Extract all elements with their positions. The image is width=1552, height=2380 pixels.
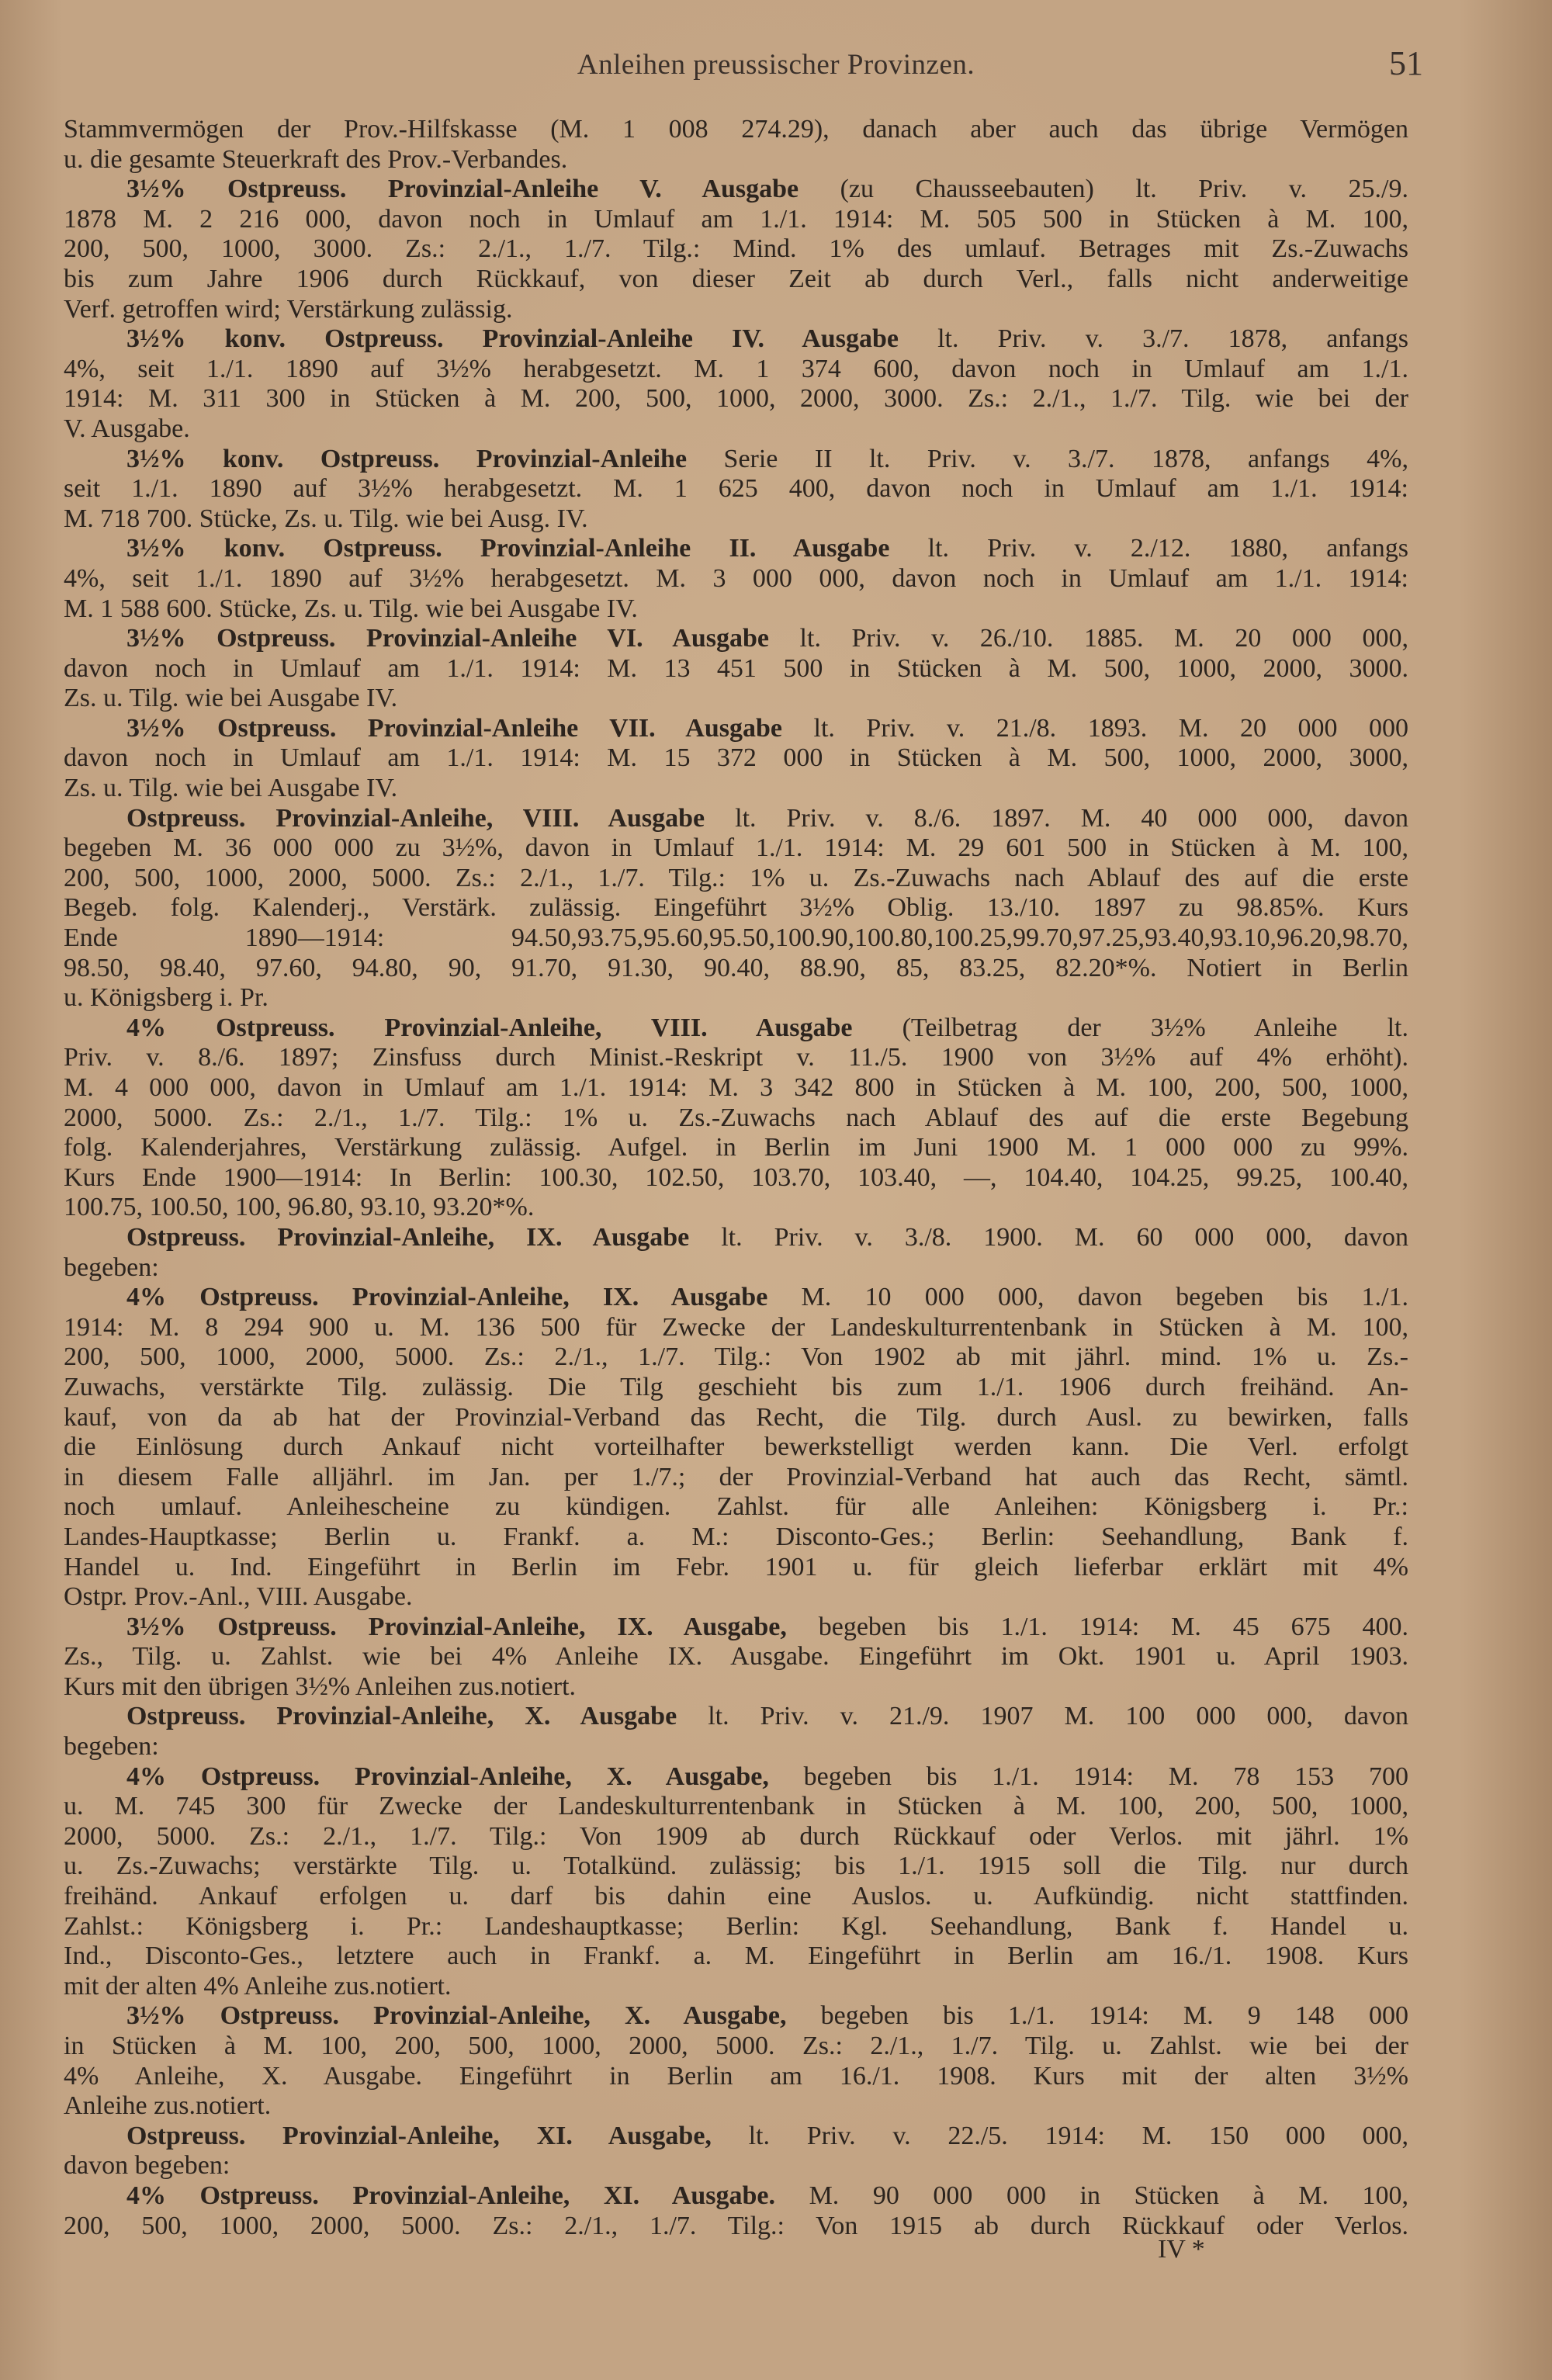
text-line	[64, 234, 1408, 265]
line-text: 100.75, 100.50, 100, 96.80, 93.10, 93.20*%.	[64, 1193, 535, 1222]
text-line	[64, 355, 1408, 385]
body-text	[64, 115, 1408, 2241]
text-line	[64, 1852, 1408, 1882]
text-line	[64, 774, 1408, 804]
text-line	[64, 205, 1408, 235]
loan-title: 3½% konv. Ostpreuss. Provinzial-Anleihe II. Ausgabe	[126, 534, 890, 563]
loan-title: 3½% konv. Ostpreuss. Provinzial-Anleihe	[126, 444, 688, 473]
line-text: Zs., Tilg. u. Zahlst. wie bei 4% Anleihe IX. Ausgabe. Eingeführt im Okt. 1901 u. April 1903.	[64, 1642, 1408, 1672]
line-text: 4% Anleihe, X. Ausgabe. Eingeführt in Berlin am 16./1. 1908. Kurs mit der alten 3½%	[64, 2061, 1408, 2091]
text-line	[64, 654, 1408, 684]
line-text: Handel u. Ind. Eingeführt in Berlin im Febr. 1901 u. für gleich lieferbar erklärt mit 4%	[64, 1552, 1408, 1581]
text-line	[64, 1193, 1408, 1223]
line-text: Zs. u. Tilg. wie bei Ausgabe IV.	[64, 684, 398, 713]
text-line	[64, 2181, 1408, 2212]
paragraph	[64, 1013, 1408, 1223]
line-text: davon noch in Umlauf am 1./1. 1914: M. 15 372 000 in Stücken à M. 500, 1000, 2000, 3000,	[64, 743, 1408, 773]
paragraph	[64, 445, 1408, 535]
text-line	[64, 175, 1408, 205]
line-text: lt. Priv. v. 8./6. 1897. M. 40 000 000, davon	[705, 803, 1408, 833]
paragraph	[64, 175, 1408, 324]
text-line	[64, 145, 1408, 175]
line-text: Landes-Hauptkasse; Berlin u. Frankf. a. M.: Disconto-Ges.; Berlin: Seehandlung, Bank f.	[64, 1522, 1408, 1551]
line-text: Kurs mit den übrigen 3½% Anleihen zus.notiert.	[64, 1672, 577, 1701]
line-text: mit der alten 4% Anleihe zus.notiert.	[64, 1971, 452, 2001]
line-text: Ind., Disconto-Ges., letztere auch in Frankf. a. M. Eingeführt in Berlin am 16./1. 1908. Kurs	[64, 1942, 1408, 1971]
line-text: Stammvermögen der Prov.-Hilfskasse (M. 1 008 274.29), danach aber auch das übrige Vermögen	[64, 115, 1408, 144]
text-line	[64, 1283, 1408, 1313]
text-line	[64, 1073, 1408, 1103]
paragraph	[64, 1702, 1408, 1762]
text-line	[64, 1163, 1408, 1193]
text-line	[64, 624, 1408, 654]
line-text: begeben bis 1./1. 1914: M. 45 675 400.	[786, 1612, 1408, 1641]
text-line	[64, 1492, 1408, 1523]
line-text: M. 90 000 000 in Stücken à M. 100,	[775, 2181, 1408, 2210]
line-text: davon noch in Umlauf am 1./1. 1914: M. 13 451 500 in Stücken à M. 500, 1000, 2000, 3000.	[64, 653, 1408, 683]
paragraph	[64, 624, 1408, 714]
line-text: Serie II lt. Priv. v. 3./7. 1878, anfangs 4%,	[687, 444, 1408, 473]
text-line	[64, 1672, 1408, 1703]
text-line	[64, 594, 1408, 625]
text-line	[64, 1882, 1408, 1912]
text-line	[64, 1972, 1408, 2002]
text-line	[64, 1433, 1408, 1463]
line-text: V. Ausgabe.	[64, 414, 190, 443]
line-text: lt. Priv. v. 3./8. 1900. M. 60 000 000, davon	[689, 1222, 1408, 1252]
line-text: u. M. 745 300 für Zwecke der Landeskulturrentenbank in Stücken à M. 100, 200, 500, 1000,	[64, 1792, 1408, 1821]
loan-title: Ostpreuss. Provinzial-Anleihe, X. Ausgabe	[126, 1702, 677, 1731]
text-line	[64, 445, 1408, 475]
text-line	[64, 295, 1408, 325]
line-text: 98.50, 98.40, 97.60, 94.80, 90, 91.70, 91.30, 90.40, 88.90, 85, 83.25, 82.20*%. Notiert in Berlin	[64, 953, 1408, 982]
line-text: u. Zs.-Zuwachs; verstärkte Tilg. u. Totalkünd. zulässig; bis 1./1. 1915 soll die Tilg. nur durch	[64, 1852, 1408, 1881]
line-text: kauf, von da ab hat der Provinzial-Verband das Recht, die Tilg. durch Ausl. zu bewirken, falls	[64, 1402, 1408, 1432]
line-text: 1914: M. 311 300 in Stücken à M. 200, 500, 1000, 2000, 3000. Zs.: 2./1., 1./7. Tilg. wie bei der	[64, 384, 1408, 414]
loan-title: 3½% Ostpreuss. Provinzial-Anleihe, X. Ausgabe,	[126, 2001, 787, 2031]
text-line	[64, 2062, 1408, 2092]
line-text: davon begeben:	[64, 2151, 230, 2181]
text-line	[64, 1043, 1408, 1073]
line-text: Ostpr. Prov.-Anl., VIII. Ausgabe.	[64, 1582, 413, 1612]
line-text: folg. Kalenderjahres, Verstärkung zulässig. Aufgel. in Berlin im Juni 1900 M. 1 000 000 zu 99%.	[64, 1133, 1408, 1162]
text-line	[64, 1133, 1408, 1163]
text-line	[64, 1342, 1408, 1373]
text-line	[64, 1553, 1408, 1583]
text-line	[64, 1582, 1408, 1613]
line-text: lt. Priv. v. 3./7. 1878, anfangs	[898, 324, 1408, 354]
loan-title: 3½% konv. Ostpreuss. Provinzial-Anleihe IV. Ausgabe	[126, 324, 899, 354]
loan-title: 3½% Ostpreuss. Provinzial-Anleihe V. Ausgabe	[126, 175, 799, 204]
line-text: (zu Chausseebauten) lt. Priv. v. 25./9.	[799, 175, 1408, 204]
line-text: begeben:	[64, 1252, 159, 1282]
line-text: Zuwachs, verstärkte Tilg. zulässig. Die Tilg geschieht bis zum 1./1. 1906 durch freihänd. An-	[64, 1372, 1408, 1401]
text-line	[64, 474, 1408, 504]
text-line	[64, 983, 1408, 1013]
loan-title: Ostpreuss. Provinzial-Anleihe, VIII. Ausgabe	[126, 803, 705, 833]
paragraph	[64, 115, 1408, 175]
text-line	[64, 2151, 1408, 2181]
line-text: 200, 500, 1000, 2000, 5000. Zs.: 2./1., 1./7. Tilg.: 1% u. Zs.-Zuwachs nach Ablauf des auf die erste	[64, 863, 1408, 892]
loan-title: 3½% Ostpreuss. Provinzial-Anleihe, IX. Ausgabe,	[126, 1612, 787, 1641]
text-line	[64, 954, 1408, 984]
text-line	[64, 534, 1408, 564]
line-text: lt. Priv. v. 2./12. 1880, anfangs	[889, 534, 1408, 563]
line-text: Begeb. folg. Kalenderj., Verstärk. zulässig. Eingeführt 3½% Oblig. 13./10. 1897 zu 98.85%. Kurs	[64, 893, 1408, 923]
text-line	[64, 265, 1408, 295]
line-text: 200, 500, 1000, 2000, 5000. Zs.: 2./1., 1./7. Tilg.: Von 1902 ab mit jährl. mind. 1% u. Zs.-	[64, 1342, 1408, 1372]
line-text: freihänd. Ankauf erfolgen u. darf bis dahin eine Auslos. u. Aufkündig. nicht stattfinden.	[64, 1882, 1408, 1911]
paragraph	[64, 2001, 1408, 2121]
text-line	[64, 1912, 1408, 1942]
text-line	[64, 1822, 1408, 1852]
line-text: 200, 500, 1000, 2000, 5000. Zs.: 2./1., 1./7. Tilg.: Von 1915 ab durch Rückkauf oder Verlos.	[64, 2211, 1408, 2240]
paragraph	[64, 714, 1408, 804]
text-line	[64, 833, 1408, 864]
line-text: bis zum Jahre 1906 durch Rückkauf, von dieser Zeit ab durch Verl., falls nicht anderweitige	[64, 264, 1408, 293]
line-text: Verf. getroffen wird; Verstärkung zulässig.	[64, 294, 513, 324]
loan-title: 4% Ostpreuss. Provinzial-Anleihe, VIII. Ausgabe	[126, 1013, 853, 1042]
line-text: begeben bis 1./1. 1914: M. 78 153 700	[768, 1762, 1408, 1791]
line-text: Zahlst.: Königsberg i. Pr.: Landeshauptkasse; Berlin: Kgl. Seehandlung, Bank f. Handel u.	[64, 1911, 1408, 1941]
loan-title: 4% Ostpreuss. Provinzial-Anleihe, X. Ausgabe,	[126, 1762, 769, 1791]
line-text: lt. Priv. v. 21./8. 1893. M. 20 000 000	[782, 713, 1408, 743]
paragraph	[64, 534, 1408, 624]
text-line	[64, 1013, 1408, 1044]
text-line	[64, 2212, 1408, 2242]
signature-mark: IV *	[1158, 2235, 1205, 2264]
text-line	[64, 684, 1408, 714]
line-text: 200, 500, 1000, 3000. Zs.: 2./1., 1./7. Tilg.: Mind. 1% des umlauf. Betrages mit Zs.-Zuwachs	[64, 234, 1408, 264]
text-line	[64, 1702, 1408, 1732]
line-text: (Teilbetrag der 3½% Anleihe lt.	[852, 1013, 1408, 1042]
line-text: 1878 M. 2 216 000, davon noch in Umlauf am 1./1. 1914: M. 505 500 in Stücken à M. 100,	[64, 204, 1408, 234]
text-line	[64, 1613, 1408, 1643]
text-line	[64, 504, 1408, 535]
line-text: 4%, seit 1./1. 1890 auf 3½% herabgesetzt. M. 1 374 600, davon noch in Umlauf am 1./1.	[64, 354, 1408, 383]
loan-title: 3½% Ostpreuss. Provinzial-Anleihe VI. Ausgabe	[126, 624, 769, 653]
text-line	[64, 1103, 1408, 1134]
paragraph	[64, 1613, 1408, 1703]
text-line	[64, 923, 1408, 954]
text-line	[64, 1523, 1408, 1553]
text-line	[64, 864, 1408, 894]
line-text: lt. Priv. v. 26./10. 1885. M. 20 000 000,	[768, 624, 1408, 653]
text-line	[64, 1942, 1408, 1972]
paragraph	[64, 1762, 1408, 2002]
line-text: seit 1./1. 1890 auf 3½% herabgesetzt. M. 1 625 400, davon noch in Umlauf am 1./1. 1914:	[64, 474, 1408, 504]
text-line	[64, 564, 1408, 594]
text-line	[64, 1253, 1408, 1284]
line-text: 2000, 5000. Zs.: 2./1., 1./7. Tilg.: 1% u. Zs.-Zuwachs nach Ablauf des auf die erste Begebung	[64, 1103, 1408, 1132]
text-line	[64, 414, 1408, 445]
loan-title: 3½% Ostpreuss. Provinzial-Anleihe VII. Ausgabe	[126, 713, 782, 743]
running-head: Anleihen preussischer Provinzen.	[577, 49, 975, 81]
loan-title: Ostpreuss. Provinzial-Anleihe, XI. Ausgabe,	[126, 2121, 712, 2150]
line-text: lt. Priv. v. 22./5. 1914: M. 150 000 000,	[711, 2121, 1408, 2150]
line-text: Ende 1890—1914: 94.50,93.75,95.60,95.50,100.90,100.80,100.25,99.70,97.25,93.40,93.10,96.20,98.70,	[64, 923, 1408, 953]
line-text: in Stücken à M. 100, 200, 500, 1000, 2000, 5000. Zs.: 2./1., 1./7. Tilg. u. Zahlst. wie bei der	[64, 2032, 1408, 2060]
line-text: Zs. u. Tilg. wie bei Ausgabe IV.	[64, 774, 398, 803]
line-text: u. die gesamte Steuerkraft des Prov.-Verbandes.	[64, 144, 568, 174]
line-text: begeben:	[64, 1732, 159, 1762]
line-text: 4%, seit 1./1. 1890 auf 3½% herabgesetzt. M. 3 000 000, davon noch in Umlauf am 1./1. 1914:	[64, 563, 1408, 593]
text-line	[64, 1373, 1408, 1403]
line-text: M. 4 000 000, davon in Umlauf am 1./1. 1914: M. 3 342 800 in Stücken à M. 100, 200, 500, 1000,	[64, 1073, 1408, 1102]
text-line	[64, 804, 1408, 834]
text-line	[64, 743, 1408, 774]
paragraph	[64, 324, 1408, 444]
line-text: M. 1 588 600. Stücke, Zs. u. Tilg. wie bei Ausgabe IV.	[64, 594, 638, 623]
line-text: M. 10 000 000, davon begeben bis 1./1.	[767, 1283, 1408, 1312]
line-text: lt. Priv. v. 21./9. 1907 M. 100 000 000, davon	[677, 1702, 1408, 1731]
page-number: 51	[1389, 44, 1423, 82]
text-line	[64, 1463, 1408, 1493]
line-text: in diesem Falle alljährl. im Jan. per 1./7.; der Provinzial-Verband hat auch das Recht, sämtl.	[64, 1462, 1408, 1491]
line-text: Priv. v. 8./6. 1897; Zinsfuss durch Minist.-Reskript v. 11./5. 1900 von 3½% auf 4% erhöht).	[64, 1043, 1408, 1072]
loan-title: 4% Ostpreuss. Provinzial-Anleihe, IX. Ausgabe	[126, 1283, 768, 1312]
text-line	[64, 1762, 1408, 1793]
text-line	[64, 2001, 1408, 2032]
text-line	[64, 324, 1408, 355]
paragraph	[64, 804, 1408, 1013]
text-line	[64, 115, 1408, 145]
loan-title: 4% Ostpreuss. Provinzial-Anleihe, XI. Ausgabe.	[126, 2181, 776, 2210]
line-text: 1914: M. 8 294 900 u. M. 136 500 für Zwecke der Landeskulturrentenbank in Stücken à M. 100,	[64, 1312, 1408, 1342]
text-line	[64, 1732, 1408, 1762]
text-line	[64, 714, 1408, 744]
text-line	[64, 1792, 1408, 1822]
text-line	[64, 1313, 1408, 1343]
text-line	[64, 1642, 1408, 1672]
line-text: begeben bis 1./1. 1914: M. 9 148 000	[786, 2001, 1408, 2031]
text-line	[64, 893, 1408, 923]
paragraph	[64, 1283, 1408, 1613]
text-line	[64, 2122, 1408, 2152]
line-text: u. Königsberg i. Pr.	[64, 983, 268, 1013]
line-text: noch umlauf. Anleihescheine zu kündigen. Zahlst. für alle Anleihen: Königsberg i. Pr.:	[64, 1492, 1408, 1522]
line-text: die Einlösung durch Ankauf nicht vorteilhafter bewerkstelligt werden kann. Die Verl. erfolgt	[64, 1433, 1408, 1462]
loan-title: Ostpreuss. Provinzial-Anleihe, IX. Ausgabe	[126, 1222, 690, 1252]
text-line	[64, 2032, 1408, 2062]
line-text: 2000, 5000. Zs.: 2./1., 1./7. Tilg.: Von 1909 ab durch Rückkauf oder Verlos. mit jährl. 1%	[64, 1821, 1408, 1851]
paragraph	[64, 2122, 1408, 2181]
text-line	[64, 384, 1408, 414]
text-line	[64, 1403, 1408, 1433]
paragraph	[64, 1223, 1408, 1283]
text-line	[64, 1223, 1408, 1253]
text-line	[64, 2091, 1408, 2122]
line-text: begeben M. 36 000 000 zu 3½%, davon in Umlauf 1./1. 1914: M. 29 601 500 in Stücken à M. 100,	[64, 833, 1408, 863]
paragraph	[64, 2181, 1408, 2241]
line-text: M. 718 700. Stücke, Zs. u. Tilg. wie bei Ausg. IV.	[64, 504, 588, 533]
line-text: Anleihe zus.notiert.	[64, 2091, 272, 2121]
line-text: Kurs Ende 1900—1914: In Berlin: 100.30, 102.50, 103.70, 103.40, —, 104.40, 104.25, 99.25, 100.40,	[64, 1162, 1408, 1192]
